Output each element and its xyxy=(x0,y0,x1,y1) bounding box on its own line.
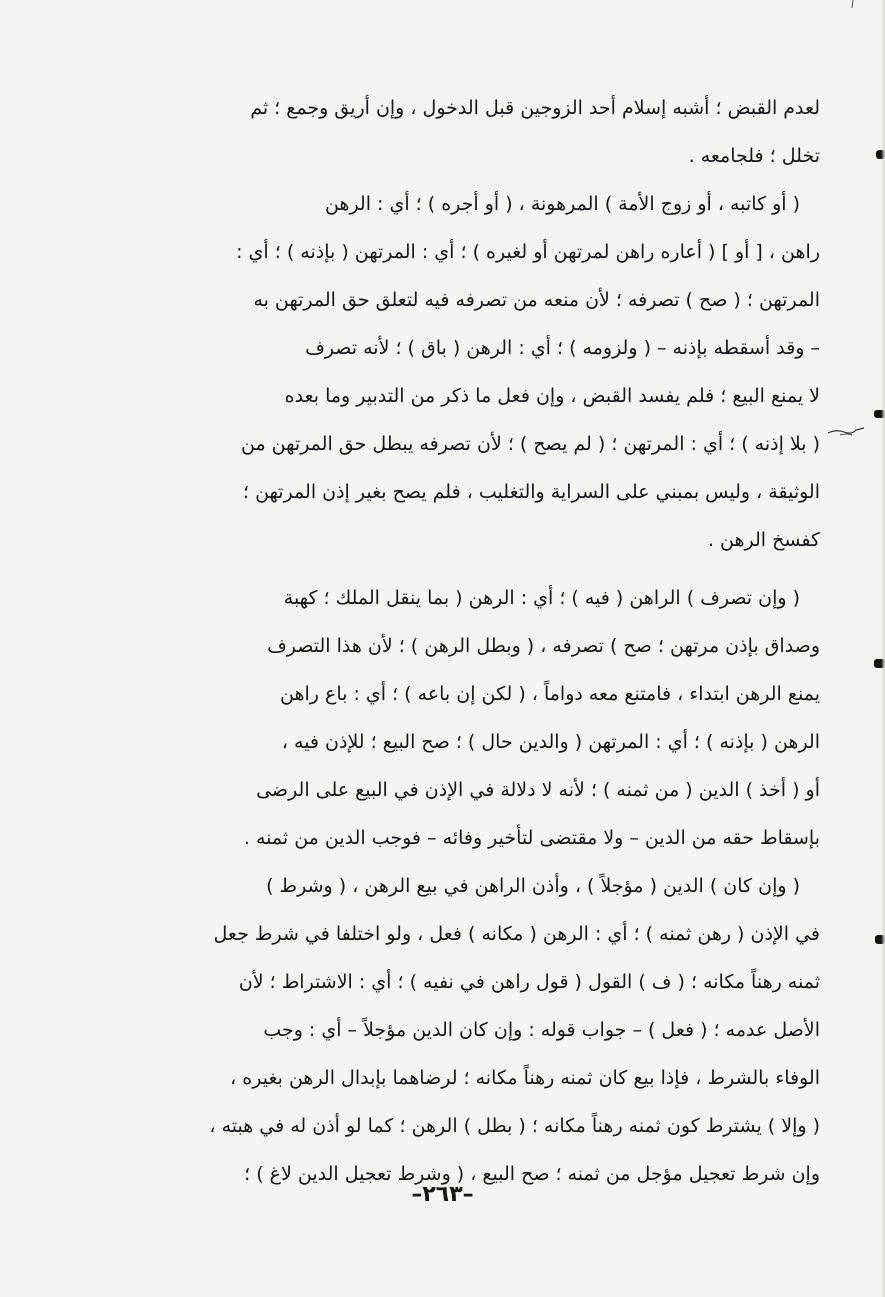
text-line: يمنع الرهن ابتداء ، فامتنع معه دواماً ، ( لكن إن باعه ) ؛ أي : باع راهن xyxy=(280,683,820,705)
body-text xyxy=(110,84,820,1198)
text-line: ( وإن تصرف ) الراهن ( فيه ) ؛ أي : الرهن ( بما ينقل الملك ؛ كهبة xyxy=(283,587,800,609)
text-line: – وقد أسقطه بإذنه – ( ولزومه ) ؛ أي : الرهن ( باق ) ؛ لأنه تصرف xyxy=(305,337,820,359)
text-line: ثمنه رهناً مكانه ؛ ( ف ) القول ( قول راهن في نفيه ) ؛ أي : الاشتراط ؛ لأن xyxy=(238,971,820,993)
text-line: بإسقاط حقه من الدين – ولا مقتضى لتأخير وفائه – فوجب الدين من ثمنه . xyxy=(243,827,820,849)
text-line: الوثيقة ، وليس بمبني على السراية والتغليب ، فلم يصح بغير إذن المرتهن ؛ xyxy=(242,481,820,503)
page-number: –٢٦٣– xyxy=(411,1182,474,1207)
text-line: الرهن ( بإذنه ) ؛ أي : المرتهن ( والدين حال ) ؛ صح البيع ؛ للإذن فيه ، xyxy=(281,731,820,753)
text-line: الأصل عدمه ؛ ( فعل ) – جواب قوله : وإن كان الدين مؤجلاً – أي : وجب xyxy=(263,1019,820,1041)
text-line: ( بلا إذنه ) ؛ أي : المرتهن ؛ ( لم يصح ) ؛ لأن تصرفه يبطل حق المرتهن من xyxy=(241,433,820,455)
text-line: ( وإلا ) يشترط كون ثمنه رهناً مكانه ؛ ( بطل ) الرهن ؛ كما لو أذن له في هبته ، xyxy=(209,1115,820,1137)
text-line: الوفاء بالشرط ، فإذا بيع كان ثمنه رهناً مكانه ؛ لرضاهما بإبدال الرهن بغيره ، xyxy=(230,1067,820,1089)
text-line: تخلل ؛ فلجامعه . xyxy=(688,145,820,167)
text-line: ( وإن كان ) الدين ( مؤجلاً ) ، وأذن الراهن في بيع الرهن ، ( وشرط ) xyxy=(266,875,800,897)
margin-scribble xyxy=(826,424,866,438)
text-line: المرتهن ؛ ( صح ) تصرفه ؛ لأن منعه من تصرفه فيه لتعلق حق المرتهن به xyxy=(253,289,820,311)
corner-mark xyxy=(850,0,856,8)
text-line: ( أو كاتبه ، أو زوج الأمة ) المرهونة ، ( أو أجره ) ؛ أي : الرهن xyxy=(324,193,800,215)
text-line: أو ( أخذ ) الدين ( من ثمنه ) ؛ لأنه لا دلالة في الإذن في البيع على الرضى xyxy=(256,779,820,801)
text-line: في الإذن ( رهن ثمنه ) ؛ أي : الرهن ( مكانه ) فعل ، ولو اختلفا في شرط جعل xyxy=(213,923,820,945)
text-line: وصداق بإذن مرتهن ؛ صح ) تصرفه ، ( وبطل الرهن ) ؛ لأن هذا التصرف xyxy=(267,635,820,657)
text-line: وإن شرط تعجيل مؤجل من ثمنه ؛ صح البيع ، ( وشرط تعجيل الدين لاغ ) ؛ xyxy=(244,1163,820,1185)
text-line: لعدم القبض ؛ أشبه إسلام أحد الزوجين قبل الدخول ، وإن أريق وجمع ؛ ثم xyxy=(250,97,820,119)
text-line: كفسخ الرهن . xyxy=(707,529,820,551)
text-line: راهن ، [ أو ] ( أعاره راهن لمرتهن أو لغيره ) ؛ أي : المرتهن ( بإذنه ) ؛ أي : xyxy=(236,241,820,263)
page-edge xyxy=(881,0,885,1297)
text-line: لا يمنع البيع ؛ فلم يفسد القبض ، وإن فعل ما ذكر من التدبير وما بعده xyxy=(284,385,820,407)
